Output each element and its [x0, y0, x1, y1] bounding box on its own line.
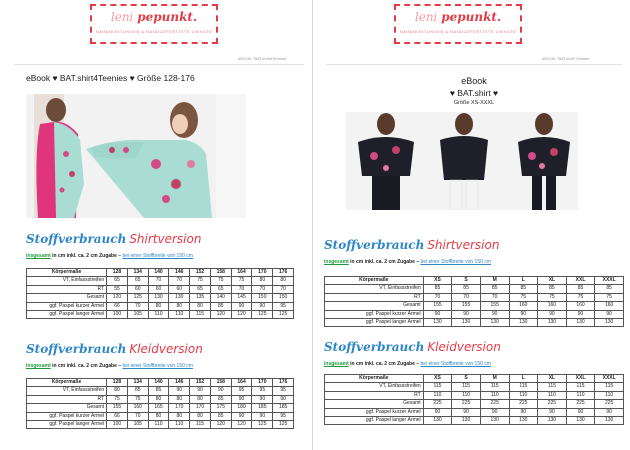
row-label-cell: ggf. Paspel langer Ärmel [325, 417, 424, 425]
value-cell: 70 [231, 285, 252, 293]
value-cell: 66 [107, 412, 128, 420]
value-cell: 90 [452, 310, 481, 318]
value-cell: 155 [423, 302, 452, 310]
row-label-cell: Gesamt [27, 294, 107, 302]
shirt-note [26, 253, 193, 259]
value-cell: 90 [252, 302, 273, 310]
value-cell: 65 [127, 277, 148, 285]
header-size-cell: L [509, 375, 538, 383]
value-cell: 110 [148, 311, 169, 319]
row-label-cell: ggf. Paspel kurzer Ärmel [27, 412, 107, 420]
row-label-cell: VT, Einfassstreifen [27, 277, 107, 285]
value-cell: 75 [190, 277, 211, 285]
value-cell: 85 [595, 285, 624, 293]
note-green: insgesamt [26, 363, 51, 369]
value-cell: 85 [509, 285, 538, 293]
header-size-cell: M [480, 277, 509, 285]
table-row [27, 387, 294, 395]
value-cell: 225 [480, 400, 509, 408]
value-cell: 120 [231, 421, 252, 429]
row-label-cell: ggf. Paspel kurzer Ärmel [325, 310, 424, 318]
value-cell: 85 [148, 387, 169, 395]
header-size-cell: S [452, 375, 481, 383]
value-cell: 110 [509, 391, 538, 399]
value-cell: 90 [509, 408, 538, 416]
value-cell: 170 [190, 404, 211, 412]
product-photo-women [346, 112, 578, 210]
value-cell: 60 [169, 285, 190, 293]
row-label-cell: Gesamt [325, 400, 424, 408]
value-cell: 130 [452, 417, 481, 425]
logo-text-a: leni [110, 10, 134, 24]
ebook-tag: eBOOK "BAT.shirt4Teenies" [238, 56, 288, 61]
value-cell: 90 [480, 310, 509, 318]
table-row [325, 310, 624, 318]
value-cell: 85 [480, 285, 509, 293]
value-cell: 80 [148, 395, 169, 403]
value-cell: 185 [273, 404, 294, 412]
note-blue: bei einer Stoffbreite von 150 cm [420, 361, 491, 367]
value-cell: 80 [273, 277, 294, 285]
row-label-cell: ggf. Paspel langer Ärmel [27, 311, 107, 319]
value-cell: 80 [190, 395, 211, 403]
value-cell: 90 [509, 310, 538, 318]
header-size-cell: 176 [273, 269, 294, 277]
value-cell: 110 [595, 391, 624, 399]
row-label-cell: ggf. Paspel kurzer Ärmel [27, 302, 107, 310]
row-label-cell: Gesamt [325, 302, 424, 310]
value-cell: 110 [423, 391, 452, 399]
value-cell: 65 [190, 285, 211, 293]
table-row [325, 293, 624, 301]
value-cell: 160 [509, 302, 538, 310]
value-cell: 75 [509, 293, 538, 301]
value-cell: 85 [423, 285, 452, 293]
value-cell: 225 [509, 400, 538, 408]
value-cell: 105 [127, 311, 148, 319]
value-cell: 110 [169, 421, 190, 429]
value-cell: 105 [127, 421, 148, 429]
value-cell: 130 [509, 319, 538, 327]
table-row [27, 277, 294, 285]
value-cell: 65 [210, 285, 231, 293]
section-title-sub: Shirtversion [427, 238, 500, 252]
header-rule [14, 64, 304, 65]
table-row [27, 294, 294, 302]
value-cell: 110 [148, 421, 169, 429]
value-cell: 180 [231, 404, 252, 412]
logo [394, 4, 522, 44]
table-row [325, 400, 624, 408]
table-header-row [325, 277, 624, 285]
value-cell: 155 [107, 404, 128, 412]
value-cell: 185 [252, 404, 273, 412]
value-cell: 70 [127, 302, 148, 310]
header-size-cell: 146 [169, 269, 190, 277]
value-cell: 135 [190, 294, 211, 302]
shirt-size-table [26, 268, 294, 319]
value-cell: 175 [210, 404, 231, 412]
header-size-cell: 158 [210, 269, 231, 277]
value-cell: 130 [566, 319, 595, 327]
value-cell: 90 [423, 408, 452, 416]
value-cell: 66 [107, 302, 128, 310]
value-cell: 130 [538, 417, 567, 425]
table-row [325, 417, 624, 425]
value-cell: 125 [273, 421, 294, 429]
value-cell: 155 [480, 302, 509, 310]
kleid-section-title [324, 340, 501, 354]
header-size-cell: L [509, 277, 538, 285]
value-cell: 60 [148, 285, 169, 293]
value-cell: 225 [423, 400, 452, 408]
value-cell: 225 [566, 400, 595, 408]
shirt-note [324, 259, 491, 265]
value-cell: 70 [452, 293, 481, 301]
logo-text-b: pepunkt. [137, 10, 198, 24]
logo-subtitle: NÄHANLEITUNGEN & HANDGEFERTIGTE UNIKATE [399, 29, 517, 34]
logo-text-b: pepunkt. [441, 10, 502, 24]
value-cell: 90 [423, 310, 452, 318]
table-header-row [27, 379, 294, 387]
value-cell: 75 [107, 395, 128, 403]
value-cell: 120 [231, 311, 252, 319]
value-cell: 140 [210, 294, 231, 302]
header-label-cell: Körpermaße [27, 269, 107, 277]
kleid-note [324, 361, 491, 367]
table-row [27, 404, 294, 412]
value-cell: 170 [169, 404, 190, 412]
row-label-cell: VT, Einfassstreifen [27, 387, 107, 395]
value-cell: 70 [127, 412, 148, 420]
value-cell: 90 [190, 387, 211, 395]
header-label-cell: Körpermaße [27, 379, 107, 387]
shirt-size-table [324, 276, 624, 327]
header-size-cell: M [480, 375, 509, 383]
value-cell: 80 [190, 412, 211, 420]
header-size-cell: 164 [231, 379, 252, 387]
value-cell: 90 [538, 408, 567, 416]
value-cell: 100 [107, 311, 128, 319]
value-cell: 75 [210, 277, 231, 285]
value-cell: 160 [595, 302, 624, 310]
value-cell: 90 [273, 395, 294, 403]
value-cell: 130 [538, 319, 567, 327]
value-cell: 225 [452, 400, 481, 408]
row-label-cell: VT, Einfassstreifen [325, 383, 424, 391]
value-cell: 130 [423, 319, 452, 327]
value-cell: 70 [480, 293, 509, 301]
kleid-section-title [26, 342, 203, 356]
table-row [27, 302, 294, 310]
table-row [325, 302, 624, 310]
value-cell: 75 [127, 395, 148, 403]
page-divider [312, 0, 313, 450]
value-cell: 120 [107, 294, 128, 302]
header-rule [326, 64, 622, 65]
value-cell: 90 [566, 310, 595, 318]
note-blue: bei einer Stoffbreite von 150 cm [420, 259, 491, 265]
header-size-cell: 176 [273, 379, 294, 387]
value-cell: 130 [148, 294, 169, 302]
value-cell: 125 [273, 311, 294, 319]
value-cell: 70 [252, 285, 273, 293]
value-cell: 90 [566, 408, 595, 416]
value-cell: 130 [595, 417, 624, 425]
header-size-cell: 152 [190, 379, 211, 387]
page-title-line3: Größe XS-XXXL [453, 100, 495, 106]
header-size-cell: XXXL [595, 375, 624, 383]
value-cell: 225 [538, 400, 567, 408]
value-cell: 160 [566, 302, 595, 310]
header-size-cell: 170 [252, 379, 273, 387]
logo [90, 4, 218, 44]
value-cell: 80 [252, 277, 273, 285]
value-cell: 110 [169, 311, 190, 319]
left-page [0, 0, 308, 450]
table-row [325, 408, 624, 416]
value-cell: 115 [423, 383, 452, 391]
value-cell: 90 [480, 408, 509, 416]
value-cell: 130 [509, 417, 538, 425]
value-cell: 110 [480, 391, 509, 399]
header-size-cell: XS [423, 375, 452, 383]
shirt-section-title [324, 238, 499, 252]
logo-subtitle: NÄHANLEITUNGEN & HANDGEFERTIGTE UNIKATE [95, 29, 213, 34]
header-size-cell: 128 [107, 379, 128, 387]
value-cell: 120 [210, 421, 231, 429]
value-cell: 115 [190, 421, 211, 429]
kleid-note [26, 363, 193, 369]
row-label-cell: ggf. Paspel langer Ärmel [27, 421, 107, 429]
value-cell: 110 [452, 391, 481, 399]
value-cell: 90 [538, 310, 567, 318]
value-cell: 70 [169, 277, 190, 285]
value-cell: 90 [231, 395, 252, 403]
value-cell: 125 [252, 421, 273, 429]
section-title-main: Stoffverbrauch [26, 232, 127, 246]
note-green: insgesamt [26, 253, 51, 259]
row-label-cell: RT [27, 395, 107, 403]
value-cell: 85 [538, 285, 567, 293]
header-size-cell: XXXL [595, 277, 624, 285]
value-cell: 70 [423, 293, 452, 301]
value-cell: 70 [273, 285, 294, 293]
value-cell: 90 [231, 412, 252, 420]
header-label-cell: Körpermaße [325, 277, 424, 285]
value-cell: 155 [452, 302, 481, 310]
header-size-cell: 152 [190, 269, 211, 277]
note-green: insgesamt [324, 259, 349, 265]
table-row [27, 311, 294, 319]
value-cell: 160 [538, 302, 567, 310]
row-label-cell: RT [27, 285, 107, 293]
section-title-main: Stoffverbrauch [26, 342, 127, 356]
value-cell: 80 [169, 395, 190, 403]
shirt-section-title [26, 232, 201, 246]
value-cell: 90 [452, 408, 481, 416]
logo-text-a: leni [414, 10, 438, 24]
header-size-cell: XXL [566, 375, 595, 383]
note-blue: bei einer Stoffbreite von 150 cm [122, 363, 193, 369]
value-cell: 85 [566, 285, 595, 293]
header-size-cell: 164 [231, 269, 252, 277]
value-cell: 165 [148, 404, 169, 412]
row-label-cell: RT [325, 391, 424, 399]
value-cell: 115 [452, 383, 481, 391]
value-cell: 145 [231, 294, 252, 302]
value-cell: 95 [273, 302, 294, 310]
value-cell: 130 [169, 294, 190, 302]
row-label-cell: VT, Einfassstreifen [325, 285, 424, 293]
table-header-row [27, 269, 294, 277]
table-row [325, 319, 624, 327]
header-size-cell: 134 [127, 269, 148, 277]
value-cell: 90 [252, 412, 273, 420]
value-cell: 130 [480, 319, 509, 327]
table-row [27, 421, 294, 429]
section-title-sub: Shirtversion [129, 232, 202, 246]
note-blue: bei einer Stoffbreite von 150 cm [122, 253, 193, 259]
value-cell: 65 [107, 277, 128, 285]
value-cell: 80 [190, 302, 211, 310]
note-bold: in cm inkl. ca. 2 cm Zugabe – [50, 363, 123, 369]
value-cell: 80 [169, 412, 190, 420]
kleid-size-table [324, 374, 624, 425]
value-cell: 115 [480, 383, 509, 391]
right-page [318, 0, 630, 450]
value-cell: 150 [252, 294, 273, 302]
page-title: eBook ♥ BAT.shirt4Teenies ♥ Größe 128-176 [26, 73, 195, 83]
value-cell: 130 [452, 319, 481, 327]
product-photo-teen [26, 94, 246, 218]
note-bold: in cm inkl. ca. 2 cm Zugabe – [50, 253, 123, 259]
page-title-line1: eBook [461, 76, 487, 86]
value-cell: 80 [148, 412, 169, 420]
value-cell: 130 [566, 417, 595, 425]
value-cell: 70 [148, 277, 169, 285]
value-cell: 85 [127, 387, 148, 395]
value-cell: 85 [210, 412, 231, 420]
value-cell: 115 [509, 383, 538, 391]
table-row [325, 383, 624, 391]
value-cell: 130 [480, 417, 509, 425]
table-row [325, 391, 624, 399]
header-size-cell: 146 [169, 379, 190, 387]
row-label-cell: ggf. Paspel kurzer Ärmel [325, 408, 424, 416]
ebook-tag: eBOOK "BAT.shirt" Damen [542, 56, 590, 61]
section-title-main: Stoffverbrauch [324, 238, 425, 252]
header-size-cell: XXL [566, 277, 595, 285]
header-size-cell: 170 [252, 269, 273, 277]
value-cell: 60 [127, 285, 148, 293]
value-cell: 160 [127, 404, 148, 412]
value-cell: 90 [210, 387, 231, 395]
value-cell: 100 [107, 421, 128, 429]
value-cell: 95 [231, 387, 252, 395]
row-label-cell: ggf. Paspel langer Ärmel [325, 319, 424, 327]
value-cell: 85 [210, 395, 231, 403]
value-cell: 130 [595, 319, 624, 327]
row-label-cell: Gesamt [27, 404, 107, 412]
section-title-main: Stoffverbrauch [324, 340, 425, 354]
header-size-cell: 128 [107, 269, 128, 277]
value-cell: 110 [538, 391, 567, 399]
value-cell: 90 [595, 408, 624, 416]
table-header-row [325, 375, 624, 383]
value-cell: 150 [273, 294, 294, 302]
header-size-cell: XL [538, 277, 567, 285]
value-cell: 125 [252, 311, 273, 319]
header-label-cell: Körpermaße [325, 375, 424, 383]
page-title-line2: ♥ BAT.shirt ♥ [449, 88, 499, 98]
value-cell: 85 [452, 285, 481, 293]
value-cell: 75 [595, 293, 624, 301]
value-cell: 90 [169, 387, 190, 395]
kleid-size-table [26, 378, 294, 429]
header-size-cell: 158 [210, 379, 231, 387]
value-cell: 120 [210, 311, 231, 319]
value-cell: 95 [273, 387, 294, 395]
value-cell: 75 [538, 293, 567, 301]
note-bold: in cm inkl. ca. 2 cm Zugabe – [348, 361, 421, 367]
value-cell: 80 [148, 302, 169, 310]
header-size-cell: XL [538, 375, 567, 383]
value-cell: 80 [107, 387, 128, 395]
value-cell: 95 [273, 412, 294, 420]
table-row [325, 285, 624, 293]
value-cell: 75 [231, 277, 252, 285]
note-green: insgesamt [324, 361, 349, 367]
value-cell: 115 [595, 383, 624, 391]
value-cell: 80 [169, 302, 190, 310]
value-cell: 75 [566, 293, 595, 301]
note-bold: in cm inkl. ca. 2 cm Zugabe – [348, 259, 421, 265]
header-size-cell: S [452, 277, 481, 285]
value-cell: 90 [252, 395, 273, 403]
value-cell: 110 [566, 391, 595, 399]
table-row [27, 285, 294, 293]
value-cell: 85 [210, 302, 231, 310]
value-cell: 90 [231, 302, 252, 310]
value-cell: 225 [595, 400, 624, 408]
table-row [27, 395, 294, 403]
header-size-cell: 134 [127, 379, 148, 387]
section-title-sub: Kleidversion [129, 342, 203, 356]
header-size-cell: XS [423, 277, 452, 285]
value-cell: 95 [252, 387, 273, 395]
value-cell: 55 [107, 285, 128, 293]
value-cell: 115 [566, 383, 595, 391]
section-title-sub: Kleidversion [427, 340, 501, 354]
value-cell: 115 [538, 383, 567, 391]
value-cell: 130 [423, 417, 452, 425]
header-size-cell: 140 [148, 379, 169, 387]
value-cell: 125 [127, 294, 148, 302]
value-cell: 90 [595, 310, 624, 318]
row-label-cell: RT [325, 293, 424, 301]
value-cell: 115 [190, 311, 211, 319]
table-row [27, 412, 294, 420]
header-size-cell: 140 [148, 269, 169, 277]
